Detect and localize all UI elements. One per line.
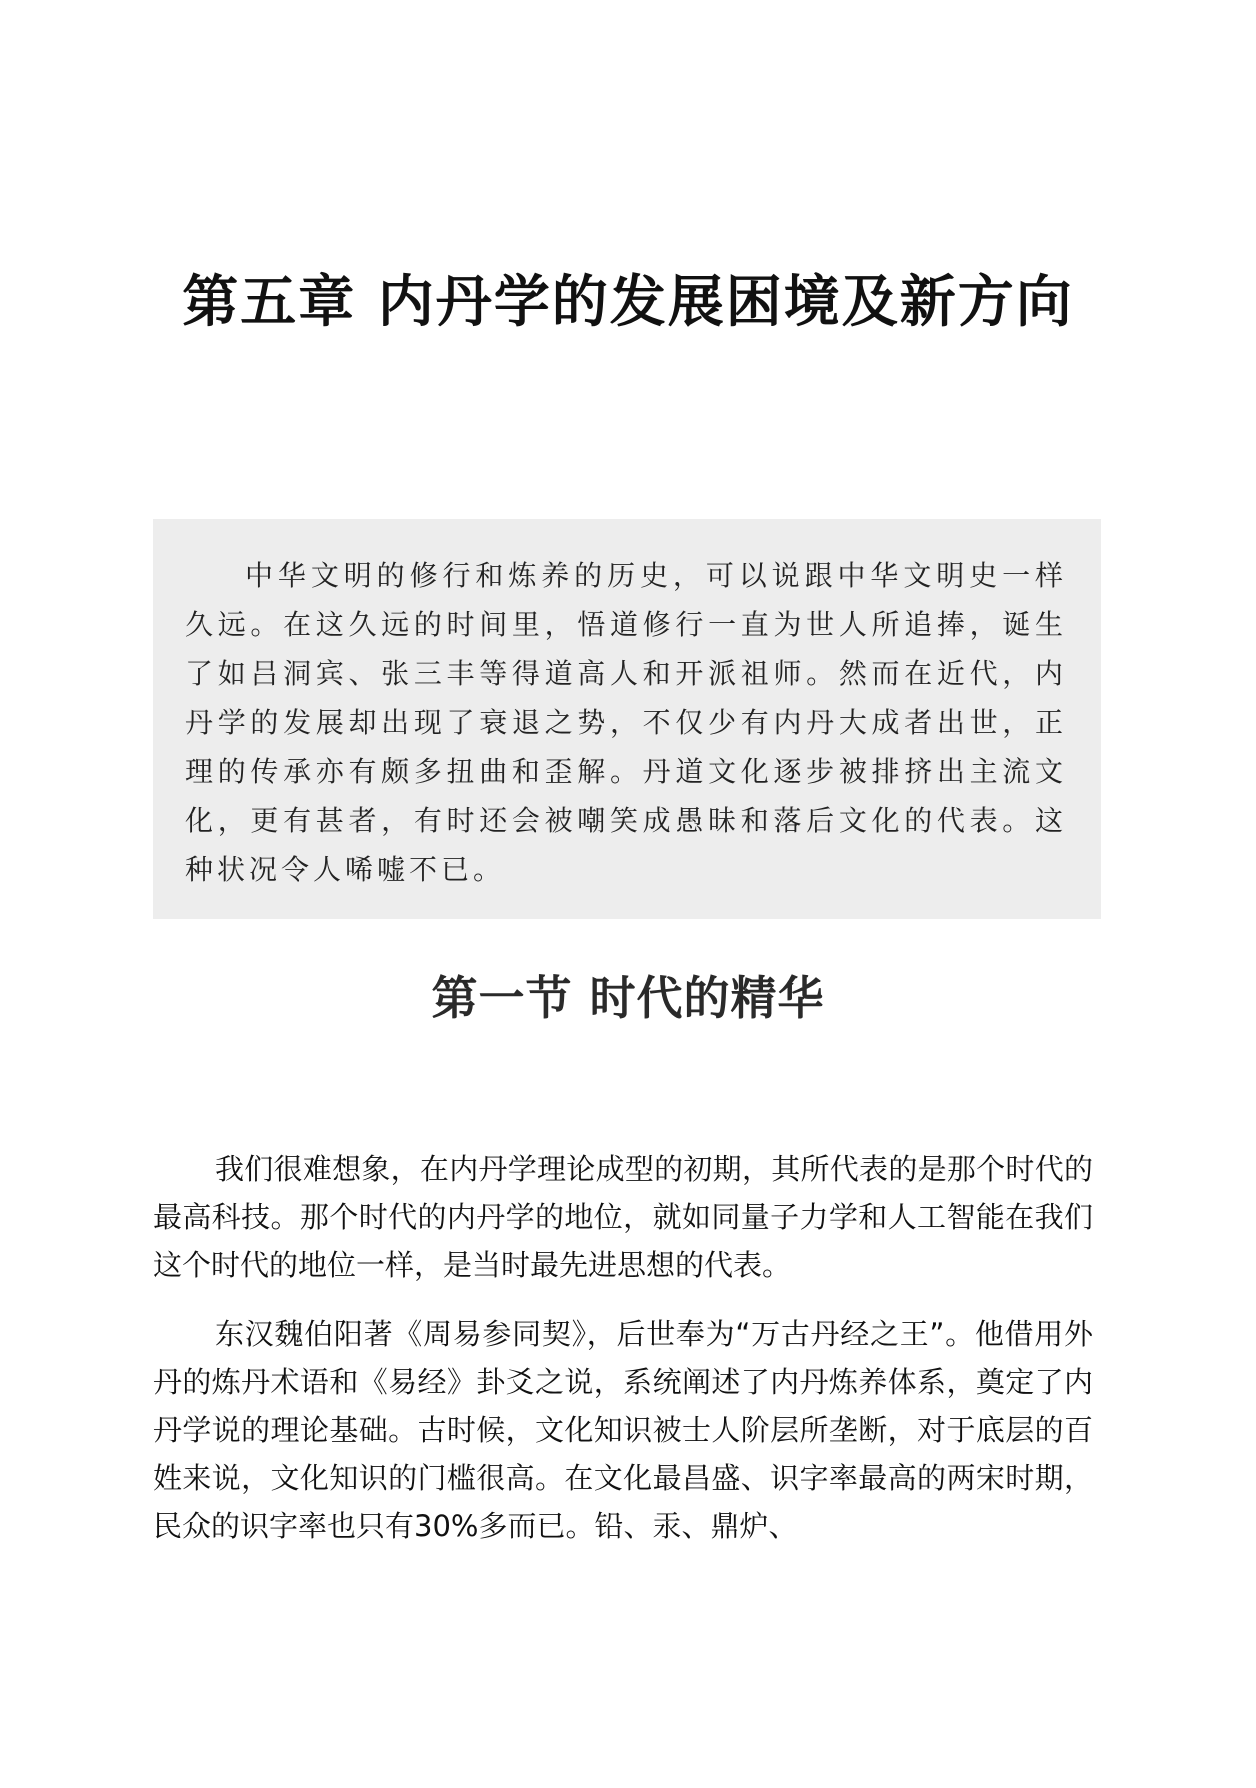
chapter-intro-text: 中华文明的修行和炼养的历史，可以说跟中华文明史一样久远。在这久远的时间里，悟道修行一直为世人所追捧，诞生了如吕洞宾、张三丰等得道高人和开派祖师。然而在近代，内丹学的发展却出现了衰退之势，不仅少有内丹大成者出世，正理的传承亦有颇多扭曲和歪解。丹道文化逐步被排挤出主流文化，更有甚者，有时还会被嘲笑成愚昧和落后文化的代表。这种状况令人唏嘘不已。	[185, 559, 1067, 886]
chapter-intro-box	[153, 519, 1101, 919]
body-paragraph: 我们很难想象，在内丹学理论成型的初期，其所代表的是那个时代的最高科技。那个时代的内丹学的地位，就如同量子力学和人工智能在我们这个时代的地位一样，是当时最先进思想的代表。	[153, 1152, 1093, 1282]
chapter-title: 第五章 内丹学的发展困境及新方向	[182, 270, 1074, 335]
section-title: 第一节 时代的精华	[431, 971, 825, 1025]
body-paragraph: 东汉魏伯阳著《周易参同契》，后世奉为“万古丹经之王”。他借用外丹的炼丹术语和《易经》卦爻之说，系统阐述了内丹炼养体系，奠定了内丹学说的理论基础。古时候，文化知识被士人阶层所垄断，对于底层的百姓来说，文化知识的门槛很高。在文化最昌盛、识字率最高的两宋时期，民众的识字率也只有30%多而已。铅、汞、鼎炉、	[153, 1317, 1093, 1543]
